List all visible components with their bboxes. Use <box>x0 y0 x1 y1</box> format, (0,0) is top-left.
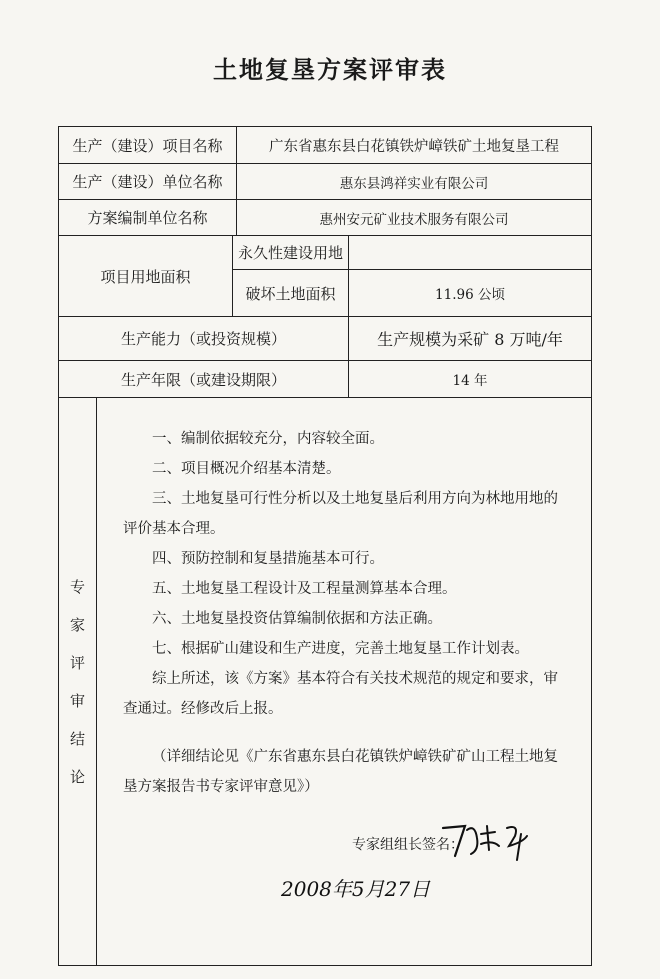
conclusion-label <box>59 398 97 965</box>
row-capacity <box>59 317 591 361</box>
unit-name-label: 生产（建设）单位名称 <box>59 164 237 199</box>
handwritten-signature <box>437 816 557 866</box>
conclusion-char: 论 <box>69 767 85 786</box>
conclusion-item-1: 一、编制依据较充分，内容较全面。 <box>152 431 384 447</box>
capacity-value: 生产规模为采矿 8 万吨/年 <box>377 330 563 349</box>
conclusion-item-6: 六、土地复垦投资估算编制依据和方法正确。 <box>152 611 442 627</box>
conclusion-char: 专 <box>69 577 85 596</box>
period-label: 生产年限（或建设期限） <box>59 361 349 397</box>
row-land-area <box>59 236 591 317</box>
permanent-value <box>349 236 591 269</box>
conclusion-item-4: 四、预防控制和复垦措施基本可行。 <box>152 551 384 567</box>
conclusion-body <box>97 398 591 965</box>
period-value: 14 年 <box>452 373 488 389</box>
plan-unit-value: 惠州安元矿业技术服务有限公司 <box>319 211 509 228</box>
detail-note: （详细结论见《广东省惠东县白花镇铁炉嶂铁矿矿山工程土地复垦方案报告书专家评审意见》） <box>123 749 558 795</box>
handwritten-date-text: 2008年5月27日 <box>281 877 431 901</box>
plan-unit-label: 方案编制单位名称 <box>59 200 237 235</box>
conclusion-item-5: 五、土地复垦工程设计及工程量测算基本合理。 <box>152 581 457 597</box>
conclusion-item-7: 七、根据矿山建设和生产进度，完善土地复垦工作计划表。 <box>152 641 529 657</box>
signer-label: 专家组组长签名： <box>352 837 464 853</box>
conclusion-char: 审 <box>69 691 85 710</box>
conclusion-char: 评 <box>69 653 85 672</box>
conclusion-summary: 综上所述，该《方案》基本符合有关技术规范的规定和要求，审查通过。经修改后上报。 <box>123 671 558 717</box>
land-area-label: 项目用地面积 <box>59 236 233 316</box>
conclusion-char: 结 <box>69 729 85 748</box>
row-period <box>59 361 591 398</box>
unit-name-value: 惠东县鸿祥实业有限公司 <box>339 175 489 192</box>
damaged-label: 破坏土地面积 <box>233 270 349 316</box>
project-name-label: 生产（建设）项目名称 <box>59 127 237 163</box>
project-name-value: 广东省惠东县白花镇铁炉嶂铁矿土地复垦工程 <box>269 138 559 155</box>
row-plan-unit <box>59 200 591 236</box>
conclusion-item-3: 三、土地复垦可行性分析以及土地复垦后利用方向为林地用地的评价基本合理。 <box>123 491 558 537</box>
conclusion-char: 家 <box>69 615 85 634</box>
row-project-name <box>59 127 591 164</box>
permanent-subrow <box>233 236 591 270</box>
damaged-value: 11.96 公顷 <box>435 287 505 303</box>
permanent-label: 永久性建设用地 <box>233 236 349 269</box>
document-title: 土地复垦方案评审表 <box>213 56 447 84</box>
handwritten-date <box>277 868 477 908</box>
review-table <box>58 126 592 966</box>
capacity-label: 生产能力（或投资规模） <box>59 317 349 360</box>
damaged-subrow <box>233 270 591 316</box>
conclusion-item-2: 二、项目概况介绍基本清楚。 <box>152 461 341 477</box>
row-unit-name <box>59 164 591 200</box>
